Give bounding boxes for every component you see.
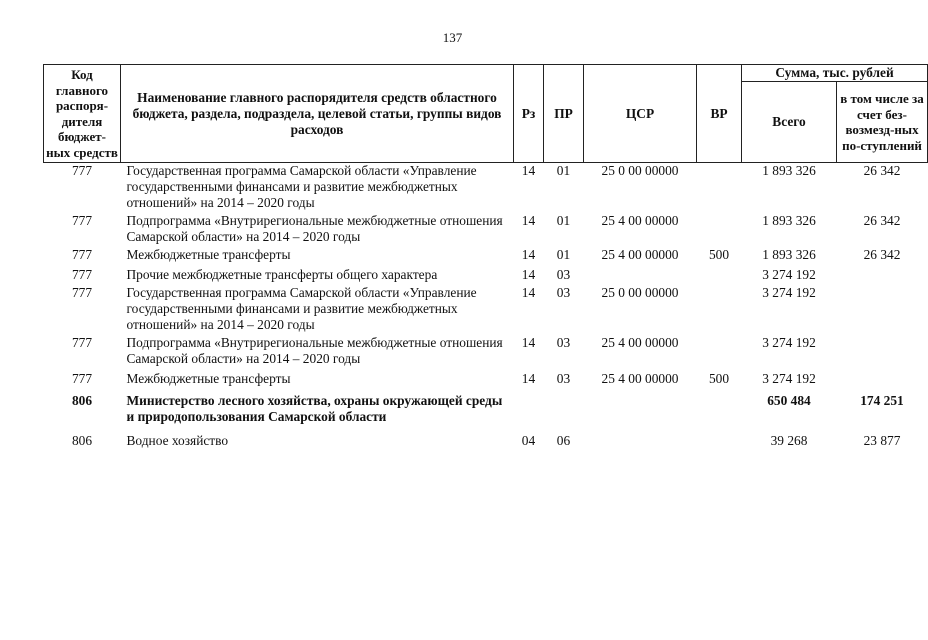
table-row <box>44 333 928 367</box>
header-name: Наименование главного распорядителя средств областного бюджета, раздела, подраздела, целевой статьи, группы видов расходов <box>121 65 514 163</box>
cell-name: Прочие межбюджетные трансферты общего характера <box>126 267 438 282</box>
cell-rz: 14 <box>521 371 536 386</box>
header-total: Всего <box>742 82 837 163</box>
cell-csr: 25 4 00 00000 <box>601 247 679 262</box>
cell-pr: 01 <box>556 163 571 178</box>
cell-name: Подпрограмма «Внутрирегиональные межбюджетные отношения Самарской области» на 2014 – 2020 годы <box>126 213 503 244</box>
table-body <box>44 163 928 450</box>
cell-incl: 26 342 <box>863 163 901 178</box>
page-number: 137 <box>442 30 463 45</box>
table-row <box>44 425 928 449</box>
budget-table <box>43 64 928 449</box>
cell-name: Межбюджетные трансферты <box>126 371 291 386</box>
cell-name: Межбюджетные трансферты <box>126 247 291 262</box>
cell-incl: 26 342 <box>863 213 901 228</box>
cell-incl <box>837 333 928 367</box>
cell-code: 777 <box>71 371 93 386</box>
cell-vr <box>697 387 742 425</box>
header-code: Код главного распоря-дителя бюджет-ных средств <box>44 65 121 163</box>
cell-code: 777 <box>71 247 93 262</box>
cell-incl <box>837 263 928 283</box>
cell-incl: 23 877 <box>863 433 901 448</box>
cell-csr <box>584 425 697 449</box>
table-row <box>44 245 928 263</box>
cell-pr <box>544 387 584 425</box>
cell-name: Подпрограмма «Внутрирегиональные межбюджетные отношения Самарской области» на 2014 – 2020 годы <box>126 335 503 366</box>
cell-code: 777 <box>71 267 93 282</box>
cell-rz: 14 <box>521 247 536 262</box>
cell-csr: 25 4 00 00000 <box>601 335 679 350</box>
cell-rz <box>514 387 544 425</box>
cell-rz: 04 <box>521 433 536 448</box>
cell-total: 39 268 <box>770 433 808 448</box>
cell-pr: 01 <box>556 213 571 228</box>
cell-pr: 03 <box>556 371 571 386</box>
cell-total: 1 893 326 <box>762 213 816 228</box>
table-row <box>44 263 928 283</box>
cell-name: Министерство лесного хозяйства, охраны окружающей среды и природопользования Самарской области <box>126 393 503 424</box>
table-row <box>44 387 928 425</box>
cell-vr: 500 <box>708 247 730 262</box>
cell-pr: 06 <box>556 433 571 448</box>
cell-name: Государственная программа Самарской области «Управление государственными финансами и развитие межбюджетных отношений» на 2014 – 2020 годы <box>126 163 477 210</box>
cell-code: 777 <box>71 335 93 350</box>
cell-total: 1 893 326 <box>762 163 816 178</box>
cell-vr <box>697 163 742 212</box>
cell-incl <box>837 283 928 333</box>
cell-csr: 25 4 00 00000 <box>601 371 679 386</box>
header-rz: Рз <box>514 65 544 163</box>
table-row <box>44 367 928 387</box>
cell-vr <box>697 333 742 367</box>
cell-csr <box>584 263 697 283</box>
table-row <box>44 163 928 212</box>
header-vr: ВР <box>697 65 742 163</box>
cell-name: Водное хозяйство <box>126 433 229 448</box>
cell-total: 3 274 192 <box>762 285 816 300</box>
table-row <box>44 211 928 245</box>
cell-total: 650 484 <box>767 393 811 408</box>
cell-vr <box>697 211 742 245</box>
cell-name: Государственная программа Самарской области «Управление государственными финансами и развитие межбюджетных отношений» на 2014 – 2020 годы <box>126 285 477 332</box>
cell-total: 3 274 192 <box>762 371 816 386</box>
cell-csr: 25 0 00 00000 <box>601 285 679 300</box>
cell-code: 777 <box>71 285 93 300</box>
cell-rz: 14 <box>521 213 536 228</box>
cell-code: 806 <box>71 433 93 448</box>
cell-pr: 01 <box>556 247 571 262</box>
header-sum: Сумма, тыс. рублей <box>742 65 928 82</box>
cell-total: 1 893 326 <box>762 247 816 262</box>
cell-code: 777 <box>71 213 93 228</box>
table-header <box>44 65 928 163</box>
table-row <box>44 283 928 333</box>
cell-pr: 03 <box>556 267 571 282</box>
cell-pr: 03 <box>556 285 571 300</box>
header-incl: в том числе за счет без-возмезд-ных по-ступлений <box>837 82 928 163</box>
cell-csr <box>584 387 697 425</box>
cell-vr <box>697 263 742 283</box>
cell-code: 806 <box>71 393 93 408</box>
cell-incl <box>837 367 928 387</box>
cell-pr: 03 <box>556 335 571 350</box>
cell-vr: 500 <box>708 371 730 386</box>
cell-incl: 26 342 <box>863 247 901 262</box>
cell-csr: 25 0 00 00000 <box>601 163 679 178</box>
cell-rz: 14 <box>521 335 536 350</box>
cell-rz: 14 <box>521 163 536 178</box>
cell-csr: 25 4 00 00000 <box>601 213 679 228</box>
header-csr: ЦСР <box>584 65 697 163</box>
cell-total: 3 274 192 <box>762 335 816 350</box>
cell-vr <box>697 283 742 333</box>
cell-code: 777 <box>71 163 93 178</box>
header-pr: ПР <box>544 65 584 163</box>
cell-rz: 14 <box>521 267 536 282</box>
cell-total: 3 274 192 <box>762 267 816 282</box>
cell-rz: 14 <box>521 285 536 300</box>
cell-incl: 174 251 <box>860 393 904 408</box>
cell-vr <box>697 425 742 449</box>
